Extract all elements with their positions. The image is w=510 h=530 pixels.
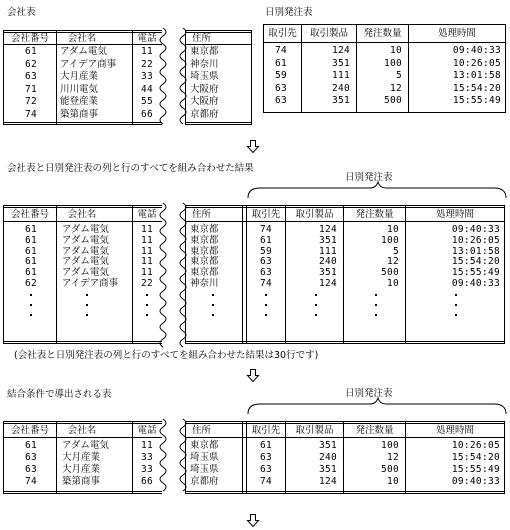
cell-quantity: 100 — [380, 440, 399, 451]
cell-time: 09:40:33 — [451, 224, 500, 235]
cell-phone: 11 — [140, 256, 154, 268]
ellipsis-dot — [375, 304, 377, 306]
cell-company-no: 74 — [24, 476, 38, 487]
cell-address: 神奈川 — [190, 58, 219, 70]
cell-product: 111 — [318, 245, 337, 257]
cell-company-name: アダム電気 — [60, 46, 107, 57]
cell-phone: 11 — [140, 440, 154, 451]
cell-company-no: 62 — [24, 278, 38, 289]
cell-customer: 63 — [274, 82, 288, 94]
cell-product: 124 — [318, 224, 337, 235]
down-arrow-icon — [246, 514, 260, 528]
cell-quantity: 5 — [395, 70, 402, 81]
col-header-quantity: 発注数量 — [355, 209, 394, 220]
cell-company-no: 71 — [24, 83, 38, 95]
cell-customer: 74 — [259, 278, 273, 289]
ellipsis-dot — [455, 294, 457, 296]
cell-time: 15:54:20 — [451, 256, 500, 268]
cell-time: 09:40:33 — [452, 45, 501, 56]
cell-time: 09:40:33 — [451, 476, 500, 487]
col-header-customer: 取引先 — [251, 209, 281, 220]
cell-address: 東京都 — [190, 46, 219, 57]
col-header-product: 取引製品 — [295, 425, 334, 436]
cell-time: 15:55:49 — [452, 95, 501, 106]
ellipsis-dot — [265, 304, 267, 306]
ellipsis-dot — [265, 294, 267, 296]
cell-phone: 33 — [140, 464, 154, 475]
cell-company-name: アダム電気 — [62, 224, 109, 235]
cell-product: 240 — [318, 256, 337, 268]
cell-quantity: 5 — [392, 245, 399, 257]
cell-quantity: 10 — [386, 476, 399, 487]
cell-company-no: 63 — [24, 71, 38, 82]
cell-product: 240 — [331, 82, 350, 94]
cell-address: 東京都 — [190, 224, 219, 235]
col-header-company-name: 会社名 — [67, 209, 97, 220]
cell-time: 10:26:05 — [451, 234, 500, 246]
ellipsis-dot — [86, 314, 88, 316]
cell-time: 15:55:49 — [451, 464, 500, 475]
cell-quantity: 500 — [380, 267, 399, 279]
col-header-phone: 電話 — [137, 209, 157, 220]
cell-phone: 33 — [140, 452, 154, 463]
cell-address: 京都府 — [190, 108, 219, 120]
cell-product: 124 — [331, 45, 350, 56]
cell-customer: 63 — [259, 267, 273, 279]
cell-product: 124 — [318, 476, 337, 487]
ellipsis-dot — [86, 304, 88, 306]
cell-company-no: 74 — [24, 108, 38, 120]
col-header-quantity: 発注数量 — [355, 425, 394, 436]
brace-label-orders: 日別発注表 — [345, 388, 393, 399]
cell-quantity: 10 — [386, 278, 399, 289]
cell-product: 240 — [318, 452, 337, 463]
cell-address: 東京都 — [190, 256, 219, 268]
cell-company-no: 72 — [24, 96, 38, 107]
cell-company-no: 63 — [24, 464, 38, 475]
cell-company-name: 大月産業 — [62, 452, 101, 463]
ellipsis-dot — [375, 314, 377, 316]
cell-quantity: 10 — [389, 45, 402, 56]
col-header-time: 処理時間 — [435, 425, 474, 436]
ellipsis-dot — [315, 294, 317, 296]
cell-company-name: アダム電気 — [62, 234, 109, 246]
col-header-quantity: 発注数量 — [363, 28, 402, 39]
cell-product: 351 — [331, 57, 350, 69]
col-header-phone: 電話 — [137, 425, 157, 436]
cell-time: 15:54:20 — [451, 452, 500, 463]
cell-customer: 74 — [259, 476, 273, 487]
cell-company-no: 61 — [24, 267, 38, 279]
cell-customer: 63 — [259, 464, 273, 475]
cell-address: 大阪府 — [190, 96, 219, 107]
cell-phone: 11 — [140, 267, 154, 279]
ellipsis-dot — [30, 304, 32, 306]
ellipsis-dot — [146, 314, 148, 316]
cell-phone: 33 — [140, 71, 154, 82]
cell-company-no: 61 — [24, 46, 38, 57]
ellipsis-dot — [146, 304, 148, 306]
cell-product: 351 — [318, 267, 337, 279]
cell-address: 埼玉県 — [190, 71, 219, 82]
cell-company-name: アイデア商事 — [60, 58, 117, 70]
cell-time: 15:55:49 — [451, 267, 500, 279]
cell-customer: 61 — [259, 234, 273, 246]
cell-company-name: 能登産業 — [60, 96, 99, 107]
down-arrow-icon — [246, 140, 260, 154]
cell-customer: 61 — [274, 57, 288, 69]
cell-time: 15:54:20 — [452, 82, 501, 94]
cell-company-name: 築第商事 — [60, 108, 99, 120]
cell-address: 埼玉県 — [190, 452, 219, 463]
cell-phone: 66 — [140, 108, 154, 120]
cell-company-no: 61 — [24, 256, 38, 268]
ellipsis-dot — [455, 314, 457, 316]
cell-time: 10:26:05 — [452, 57, 501, 69]
cell-quantity: 12 — [386, 256, 399, 268]
down-arrow-icon — [246, 369, 260, 383]
cell-product: 351 — [318, 234, 337, 246]
cell-company-no: 63 — [24, 452, 38, 463]
col-header-time: 処理時間 — [435, 209, 474, 220]
orders-table-title: 日別発注表 — [265, 7, 313, 18]
cell-company-no: 62 — [24, 58, 38, 70]
cell-quantity: 500 — [380, 464, 399, 475]
cell-quantity: 500 — [383, 95, 402, 106]
cell-company-name: アダム電気 — [62, 256, 109, 268]
cell-customer: 74 — [259, 224, 273, 235]
cell-company-name: アイデア商事 — [62, 278, 119, 289]
cell-quantity: 100 — [380, 234, 399, 246]
cell-phone: 66 — [140, 476, 154, 487]
col-header-phone: 電話 — [137, 33, 157, 44]
ellipsis-dot — [315, 304, 317, 306]
col-header-company-no: 会社番号 — [10, 209, 49, 220]
ellipsis-dot — [212, 304, 214, 306]
cell-customer: 59 — [274, 70, 288, 81]
cell-customer: 59 — [259, 245, 273, 257]
join-result-caption: 結合条件で導出される表 — [7, 389, 112, 400]
cell-company-no: 61 — [24, 440, 38, 451]
col-header-customer: 取引先 — [268, 28, 297, 39]
cell-product: 351 — [331, 95, 350, 106]
col-header-product: 取引製品 — [295, 209, 334, 220]
cell-company-name: アダム電気 — [62, 245, 109, 257]
col-header-address: 住所 — [192, 425, 212, 436]
cell-phone: 22 — [140, 278, 154, 289]
cell-customer: 61 — [259, 440, 273, 451]
cell-phone: 55 — [140, 96, 154, 107]
cell-phone: 44 — [140, 83, 154, 95]
cell-address: 東京都 — [190, 267, 219, 279]
cell-customer: 63 — [274, 95, 288, 106]
cell-customer: 74 — [274, 45, 288, 56]
ellipsis-dot — [212, 314, 214, 316]
ellipsis-dot — [265, 314, 267, 316]
col-header-company-no: 会社番号 — [10, 425, 49, 436]
cell-phone: 11 — [140, 245, 154, 257]
col-header-address: 住所 — [192, 209, 212, 220]
cell-address: 東京都 — [190, 440, 219, 451]
cell-product: 111 — [331, 70, 350, 81]
col-header-company-name: 会社名 — [67, 33, 97, 44]
ellipsis-dot — [146, 294, 148, 296]
cell-product: 124 — [318, 278, 337, 289]
ellipsis-dot — [30, 314, 32, 316]
cell-time: 13:01:58 — [451, 245, 500, 257]
company-table-title: 会社表 — [7, 7, 36, 18]
col-header-address: 住所 — [192, 33, 212, 44]
cell-address: 東京都 — [190, 234, 219, 246]
cell-company-name: 川川電気 — [60, 83, 99, 95]
col-header-customer: 取引先 — [251, 425, 281, 436]
cell-company-name: 大月産業 — [60, 71, 99, 82]
cell-customer: 63 — [259, 452, 273, 463]
cell-phone: 11 — [140, 224, 154, 235]
cell-quantity: 100 — [383, 57, 402, 69]
cell-address: 大阪府 — [190, 83, 219, 95]
cell-company-name: アダム電気 — [62, 267, 109, 279]
cell-company-name: 大月産業 — [62, 464, 101, 475]
cell-time: 13:01:58 — [452, 70, 501, 81]
cell-quantity: 12 — [389, 82, 402, 94]
col-header-time: 処理時間 — [437, 28, 476, 39]
cell-address: 東京都 — [190, 245, 219, 257]
cell-customer: 63 — [259, 256, 273, 268]
ellipsis-dot — [30, 294, 32, 296]
ellipsis-dot — [86, 294, 88, 296]
cell-company-name: アダム電気 — [62, 440, 109, 451]
cell-phone: 11 — [140, 234, 154, 246]
ellipsis-dot — [212, 294, 214, 296]
ellipsis-dot — [455, 304, 457, 306]
brace-label-orders: 日別発注表 — [345, 172, 393, 183]
cross-join-note: (会社表と日別発注表の列と行のすべてを組み合わせた結果は30行です) — [14, 350, 319, 361]
cell-address: 埼玉県 — [190, 464, 219, 475]
cell-address: 京都府 — [190, 476, 219, 487]
ellipsis-dot — [315, 314, 317, 316]
cell-quantity: 12 — [386, 452, 399, 463]
col-header-product: 取引製品 — [309, 28, 348, 39]
cell-company-no: 61 — [24, 234, 38, 246]
cell-quantity: 10 — [386, 224, 399, 235]
col-header-company-no: 会社番号 — [10, 33, 49, 44]
cell-time: 10:26:05 — [451, 440, 500, 451]
cell-product: 351 — [318, 464, 337, 475]
cell-phone: 22 — [140, 58, 154, 70]
cross-join-caption: 会社表と日別発注表の列と行のすべてを組み合わせた結果 — [7, 163, 254, 174]
cell-address: 神奈川 — [190, 278, 219, 289]
cell-company-no: 61 — [24, 245, 38, 257]
cell-company-no: 61 — [24, 224, 38, 235]
cell-company-name: 築第商事 — [62, 476, 101, 487]
ellipsis-dot — [375, 294, 377, 296]
col-header-company-name: 会社名 — [67, 425, 97, 436]
cell-time: 09:40:33 — [451, 278, 500, 289]
cell-product: 351 — [318, 440, 337, 451]
cell-phone: 11 — [140, 46, 154, 57]
